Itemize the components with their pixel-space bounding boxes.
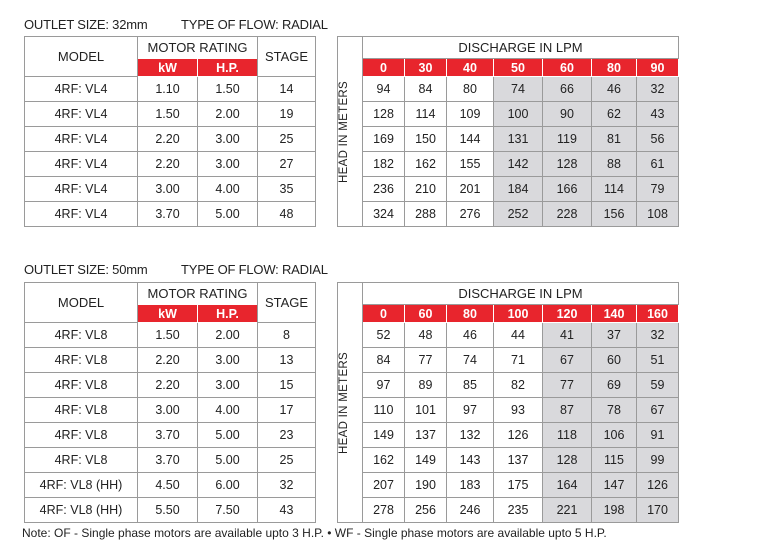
pump-table-32mm: [24, 36, 679, 227]
lpm-header: 90: [637, 59, 679, 77]
lpm-header: 160: [637, 305, 679, 323]
head-value-cell: 85: [447, 373, 494, 398]
head-value-cell: 93: [494, 398, 543, 423]
head-value-cell: 144: [447, 127, 494, 152]
stage-cell: 8: [258, 323, 316, 348]
head-value-cell: 78: [592, 398, 637, 423]
head-value-cell: 147: [592, 473, 637, 498]
discharge-header: DISCHARGE IN LPM: [363, 37, 679, 59]
hp-cell: 3.00: [198, 373, 258, 398]
head-value-cell: 228: [543, 202, 592, 227]
model-cell: 4RF: VL8 (HH): [25, 498, 138, 523]
head-value-cell: 74: [494, 77, 543, 102]
model-cell: 4RF: VL4: [25, 177, 138, 202]
lpm-header: 100: [494, 305, 543, 323]
head-value-cell: 128: [543, 152, 592, 177]
kw-cell: 4.50: [138, 473, 198, 498]
head-value-cell: 46: [592, 77, 637, 102]
head-value-cell: 48: [405, 323, 447, 348]
head-value-cell: 69: [592, 373, 637, 398]
head-value-cell: 109: [447, 102, 494, 127]
head-value-cell: 89: [405, 373, 447, 398]
head-value-cell: 155: [447, 152, 494, 177]
model-cell: 4RF: VL8: [25, 323, 138, 348]
hp-cell: 5.00: [198, 448, 258, 473]
head-value-cell: 46: [447, 323, 494, 348]
kw-cell: 1.10: [138, 77, 198, 102]
stage-cell: 15: [258, 373, 316, 398]
head-value-cell: 207: [363, 473, 405, 498]
motor-rating-header: MOTOR RATING: [138, 283, 258, 305]
kw-cell: 3.00: [138, 398, 198, 423]
head-value-cell: 67: [543, 348, 592, 373]
head-value-cell: 142: [494, 152, 543, 177]
head-value-cell: 246: [447, 498, 494, 523]
head-in-meters-cell: [338, 37, 363, 227]
column-gap: [316, 283, 338, 523]
head-value-cell: 164: [543, 473, 592, 498]
lpm-header: 50: [494, 59, 543, 77]
kw-cell: 5.50: [138, 498, 198, 523]
model-cell: 4RF: VL8 (HH): [25, 473, 138, 498]
motor-rating-header: MOTOR RATING: [138, 37, 258, 59]
column-gap: [316, 37, 338, 227]
head-value-cell: 79: [637, 177, 679, 202]
hp-cell: 4.00: [198, 398, 258, 423]
kw-cell: 3.70: [138, 423, 198, 448]
kw-cell: 2.20: [138, 373, 198, 398]
head-value-cell: 41: [543, 323, 592, 348]
head-value-cell: 91: [637, 423, 679, 448]
stage-cell: 17: [258, 398, 316, 423]
head-value-cell: 131: [494, 127, 543, 152]
head-value-cell: 81: [592, 127, 637, 152]
lpm-header: 60: [543, 59, 592, 77]
kw-cell: 3.00: [138, 177, 198, 202]
kw-cell: 1.50: [138, 323, 198, 348]
head-value-cell: 278: [363, 498, 405, 523]
discharge-header: DISCHARGE IN LPM: [363, 283, 679, 305]
head-value-cell: 106: [592, 423, 637, 448]
head-value-cell: 56: [637, 127, 679, 152]
head-value-cell: 80: [447, 77, 494, 102]
head-value-cell: 61: [637, 152, 679, 177]
head-value-cell: 137: [494, 448, 543, 473]
head-value-cell: 201: [447, 177, 494, 202]
stage-cell: 25: [258, 448, 316, 473]
head-value-cell: 97: [447, 398, 494, 423]
head-value-cell: 166: [543, 177, 592, 202]
model-header: MODEL: [25, 283, 138, 323]
head-value-cell: 84: [405, 77, 447, 102]
head-value-cell: 88: [592, 152, 637, 177]
head-value-cell: 110: [363, 398, 405, 423]
lpm-header: 80: [447, 305, 494, 323]
head-value-cell: 32: [637, 323, 679, 348]
stage-cell: 43: [258, 498, 316, 523]
flow-type-label-2: TYPE OF FLOW: RADIAL: [181, 262, 328, 277]
head-value-cell: 169: [363, 127, 405, 152]
lpm-header: 0: [363, 59, 405, 77]
head-value-cell: 126: [637, 473, 679, 498]
kw-cell: 3.70: [138, 202, 198, 227]
stage-cell: 32: [258, 473, 316, 498]
hp-cell: 3.00: [198, 152, 258, 177]
head-in-meters-label: HEAD IN METERS: [338, 80, 350, 183]
head-value-cell: 32: [637, 77, 679, 102]
head-value-cell: 128: [363, 102, 405, 127]
head-value-cell: 150: [405, 127, 447, 152]
head-value-cell: 119: [543, 127, 592, 152]
flow-type-label-1: TYPE OF FLOW: RADIAL: [181, 17, 328, 32]
outlet-size-label-2: OUTLET SIZE: 50mm: [24, 262, 148, 277]
model-cell: 4RF: VL4: [25, 102, 138, 127]
head-value-cell: 170: [637, 498, 679, 523]
head-value-cell: 137: [405, 423, 447, 448]
head-value-cell: 324: [363, 202, 405, 227]
model-cell: 4RF: VL8: [25, 448, 138, 473]
hp-header: H.P.: [198, 59, 258, 77]
head-value-cell: 71: [494, 348, 543, 373]
head-value-cell: 256: [405, 498, 447, 523]
hp-cell: 2.00: [198, 102, 258, 127]
lpm-header: 60: [405, 305, 447, 323]
head-value-cell: 44: [494, 323, 543, 348]
head-value-cell: 87: [543, 398, 592, 423]
head-value-cell: 149: [363, 423, 405, 448]
header-row: [25, 37, 679, 59]
head-value-cell: 190: [405, 473, 447, 498]
stage-cell: 19: [258, 102, 316, 127]
head-value-cell: 115: [592, 448, 637, 473]
head-value-cell: 43: [637, 102, 679, 127]
head-value-cell: 94: [363, 77, 405, 102]
stage-header: STAGE: [258, 37, 316, 77]
head-value-cell: 183: [447, 473, 494, 498]
stage-header: STAGE: [258, 283, 316, 323]
head-value-cell: 156: [592, 202, 637, 227]
head-value-cell: 99: [637, 448, 679, 473]
hp-header: H.P.: [198, 305, 258, 323]
head-value-cell: 128: [543, 448, 592, 473]
kw-header: kW: [138, 59, 198, 77]
head-value-cell: 60: [592, 348, 637, 373]
stage-cell: 48: [258, 202, 316, 227]
head-value-cell: 90: [543, 102, 592, 127]
head-value-cell: 149: [405, 448, 447, 473]
head-value-cell: 37: [592, 323, 637, 348]
hp-cell: 5.00: [198, 423, 258, 448]
hp-cell: 5.00: [198, 202, 258, 227]
head-value-cell: 235: [494, 498, 543, 523]
pump-table-50mm: [24, 282, 679, 523]
hp-cell: 4.00: [198, 177, 258, 202]
head-value-cell: 118: [543, 423, 592, 448]
stage-cell: 14: [258, 77, 316, 102]
head-in-meters-label: HEAD IN METERS: [338, 351, 350, 454]
lpm-header: 80: [592, 59, 637, 77]
hp-cell: 3.00: [198, 127, 258, 152]
head-value-cell: 59: [637, 373, 679, 398]
stage-cell: 23: [258, 423, 316, 448]
header-row: [25, 283, 679, 305]
head-value-cell: 198: [592, 498, 637, 523]
kw-cell: 2.20: [138, 152, 198, 177]
head-value-cell: 114: [592, 177, 637, 202]
footnote: Note: OF - Single phase motors are available upto 3 H.P. • WF - Single phase motors are available upto 5 H.P.: [22, 526, 607, 540]
stage-cell: 35: [258, 177, 316, 202]
model-cell: 4RF: VL4: [25, 202, 138, 227]
head-value-cell: 276: [447, 202, 494, 227]
hp-cell: 7.50: [198, 498, 258, 523]
head-value-cell: 162: [405, 152, 447, 177]
head-value-cell: 77: [405, 348, 447, 373]
stage-cell: 27: [258, 152, 316, 177]
head-value-cell: 182: [363, 152, 405, 177]
kw-header: kW: [138, 305, 198, 323]
head-in-meters-cell: [338, 283, 363, 523]
head-value-cell: 84: [363, 348, 405, 373]
head-value-cell: 252: [494, 202, 543, 227]
head-value-cell: 210: [405, 177, 447, 202]
head-value-cell: 66: [543, 77, 592, 102]
head-value-cell: 52: [363, 323, 405, 348]
stage-cell: 13: [258, 348, 316, 373]
model-cell: 4RF: VL8: [25, 423, 138, 448]
head-value-cell: 162: [363, 448, 405, 473]
head-value-cell: 175: [494, 473, 543, 498]
lpm-header: 30: [405, 59, 447, 77]
lpm-header: 120: [543, 305, 592, 323]
hp-cell: 2.00: [198, 323, 258, 348]
stage-cell: 25: [258, 127, 316, 152]
lpm-header: 40: [447, 59, 494, 77]
head-value-cell: 184: [494, 177, 543, 202]
model-cell: 4RF: VL4: [25, 152, 138, 177]
model-cell: 4RF: VL8: [25, 373, 138, 398]
head-value-cell: 143: [447, 448, 494, 473]
table-body-32mm: [25, 37, 679, 227]
hp-cell: 1.50: [198, 77, 258, 102]
head-value-cell: 97: [363, 373, 405, 398]
head-value-cell: 236: [363, 177, 405, 202]
head-value-cell: 51: [637, 348, 679, 373]
hp-cell: 6.00: [198, 473, 258, 498]
head-value-cell: 221: [543, 498, 592, 523]
kw-cell: 1.50: [138, 102, 198, 127]
head-value-cell: 132: [447, 423, 494, 448]
lpm-header: 0: [363, 305, 405, 323]
model-cell: 4RF: VL8: [25, 348, 138, 373]
model-cell: 4RF: VL8: [25, 398, 138, 423]
head-value-cell: 62: [592, 102, 637, 127]
head-value-cell: 288: [405, 202, 447, 227]
table-body-50mm: [25, 283, 679, 523]
head-value-cell: 82: [494, 373, 543, 398]
model-cell: 4RF: VL4: [25, 77, 138, 102]
head-value-cell: 100: [494, 102, 543, 127]
head-value-cell: 74: [447, 348, 494, 373]
lpm-header: 140: [592, 305, 637, 323]
kw-cell: 2.20: [138, 348, 198, 373]
head-value-cell: 67: [637, 398, 679, 423]
outlet-size-label-1: OUTLET SIZE: 32mm: [24, 17, 148, 32]
head-value-cell: 77: [543, 373, 592, 398]
model-header: MODEL: [25, 37, 138, 77]
kw-cell: 2.20: [138, 127, 198, 152]
head-value-cell: 101: [405, 398, 447, 423]
model-cell: 4RF: VL4: [25, 127, 138, 152]
head-value-cell: 108: [637, 202, 679, 227]
head-value-cell: 126: [494, 423, 543, 448]
head-value-cell: 114: [405, 102, 447, 127]
kw-cell: 3.70: [138, 448, 198, 473]
hp-cell: 3.00: [198, 348, 258, 373]
